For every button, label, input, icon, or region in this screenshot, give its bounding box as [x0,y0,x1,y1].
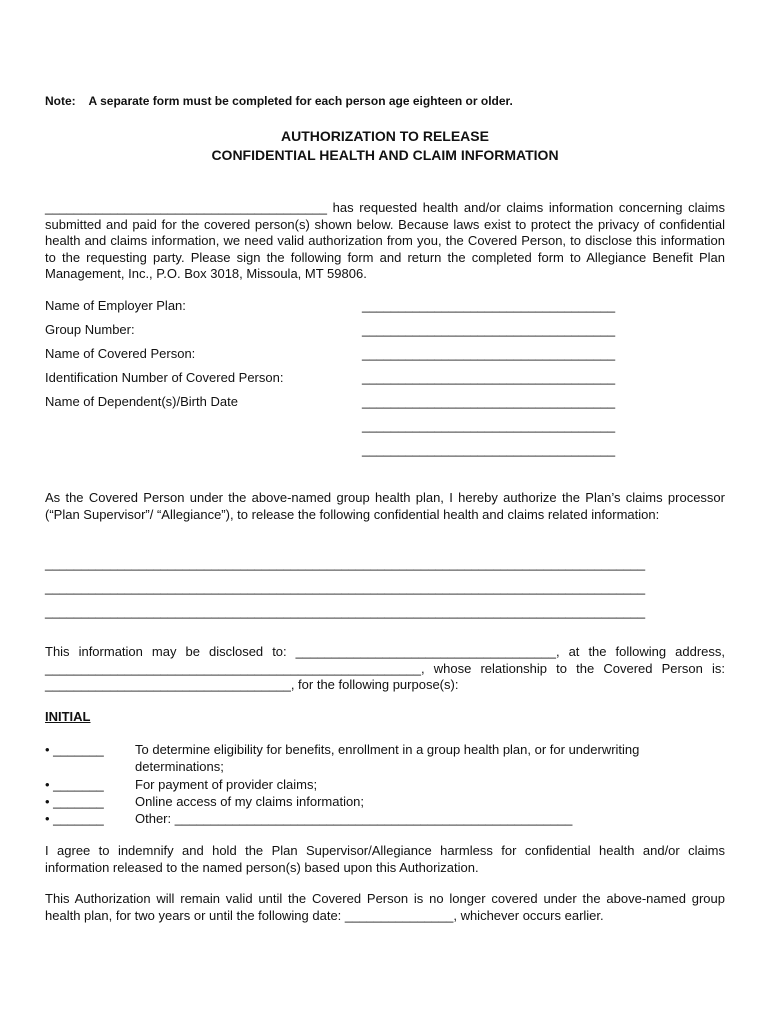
indemnify-paragraph: I agree to indemnify and hold the Plan Supervisor/Allegiance harmless for confidential health and/or claims information released to the named person(s) based upon this Authorization. [45,843,725,875]
dependents-blank-2[interactable]: ___________________________________ [362,418,616,433]
intro-paragraph: _______________________________________ has requested health and/or claims information concerning claims submitted and paid for the covered person(s) shown below. Because laws exist to protect the privacy of confidential health and claims information, we need valid authorization from you, the Covered Person, to disclose this information to the requesting party. Please sign the following form and return the completed form to Allegiance Benefit Plan Management, Inc., P.O. Box 3018, Missoula, MT 59806. [45,200,725,281]
note-text: Note: A separate form must be completed for each person age eighteen or older. [45,94,513,108]
dependents-blank[interactable]: ___________________________________ [362,394,616,409]
authorize-paragraph: As the Covered Person under the above-named group health plan, I hereby authorize the Plan’s claims processor (“Plan Supervisor”/ “Allegiance”), to release the following confidential health and claims related information: [45,490,725,522]
initial-blank-payment[interactable]: • _______ [45,777,104,792]
form-title-line-2: CONFIDENTIAL HEALTH AND CLAIM INFORMATION [211,147,559,163]
purpose-eligibility: To determine eligibility for benefits, enrollment in a group health plan, or for underwriting determinations; [135,742,640,774]
group-number-label: Group Number: [45,322,135,337]
initial-blank-other[interactable]: • _______ [45,811,104,826]
info-line[interactable]: ___________________________________________________________________________________ [45,580,646,595]
covered-person-label: Name of Covered Person: [45,346,196,361]
employer-plan-blank[interactable]: ___________________________________ [362,298,616,313]
id-number-label: Identification Number of Covered Person: [45,370,284,385]
info-line[interactable]: ___________________________________________________________________________________ [45,556,646,571]
dependents-label: Name of Dependent(s)/Birth Date [45,394,238,409]
employer-plan-label: Name of Employer Plan: [45,298,186,313]
initial-heading: INITIAL [45,709,91,724]
disclosure-paragraph: This information may be disclosed to: ____________________________________, at the following address, ____________________________________________________, whose relationship to the Covered Person is: __________________________________, for the following purpose(s): [45,644,725,692]
dependents-blank-3[interactable]: ___________________________________ [362,442,616,457]
purpose-other: Other: _______________________________________________________ [135,811,573,826]
id-number-blank[interactable]: ___________________________________ [362,370,616,385]
initial-blank-eligibility[interactable]: • _______ [45,742,104,757]
initial-blank-online[interactable]: • _______ [45,794,104,809]
form-title-line-1: AUTHORIZATION TO RELEASE [281,128,489,144]
validity-paragraph: This Authorization will remain valid until the Covered Person is no longer covered under the above-named group health plan, for two years or until the following date: _______________, whichever occurs earlier. [45,891,725,923]
purpose-online: Online access of my claims information; [135,794,365,809]
purpose-payment: For payment of provider claims; [135,777,318,792]
info-line[interactable]: ___________________________________________________________________________________ [45,604,646,619]
covered-person-blank[interactable]: ___________________________________ [362,346,616,361]
group-number-blank[interactable]: ___________________________________ [362,322,616,337]
